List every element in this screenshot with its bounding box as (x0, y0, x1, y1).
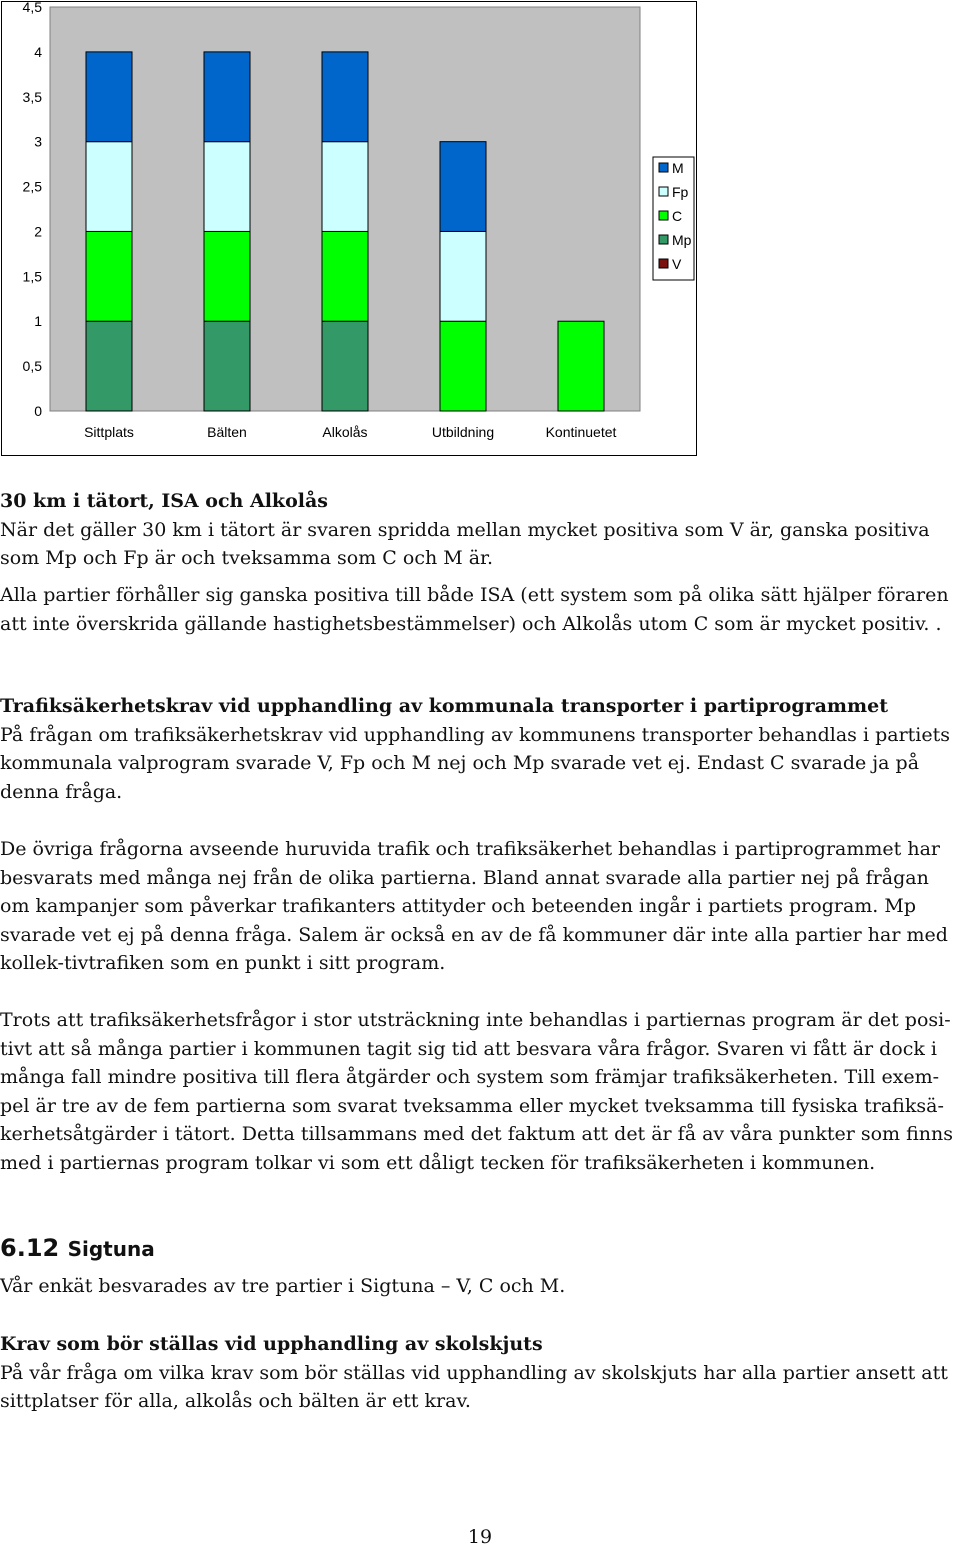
paragraph: Trots att trafiksäkerhetsfrågor i stor utsträckning inte behandlas i partiernas program är det posi-tivt att så många partier i kommunen tagit sig tid att besvara våra frågor. Svaren vi fått är dock i många fall mindre positiva till flera åtgärder och system som främjar trafiksäkerheten. Till exem-pel är tre av de fem partierna som svarat tveksamma eller mycket tveksamma till fysiska trafiksä-kerhetsåtgärder i tätort. Detta tillsammans med det faktum att det är få av våra punkter som finns med i partiernas program tolkar vi som ett dåligt tecken för trafiksäkerheten i kommunen. (0, 1009, 953, 1174)
legend-swatch (659, 235, 668, 244)
paragraph: Alla partier förhåller sig ganska positiva till både ISA (ett system som på olika sätt hjälper föraren att inte överskrida gällande hastighetsbestämmelser) och Alkolås utom C som är mycket positiv. . (0, 584, 949, 635)
legend-swatch (659, 259, 668, 268)
x-tick-label: Bälten (207, 424, 247, 440)
legend-swatch (659, 211, 668, 220)
section-heading: Krav som bör ställas vid upphandling av skolskjuts (0, 1333, 543, 1355)
chapter-number: 6.12 (0, 1234, 60, 1262)
x-tick-label: Alkolås (322, 424, 368, 440)
bar-segment-fp (440, 231, 486, 321)
legend-label: M (672, 160, 684, 176)
legend-label: V (672, 256, 682, 272)
section-30km-cont (0, 581, 958, 638)
y-tick-label: 3,5 (22, 88, 42, 105)
bar-segment-c (204, 231, 250, 321)
section-heading: 30 km i tätort, ISA och Alkolås (0, 490, 328, 512)
stacked-bar-chart (2, 2, 698, 457)
y-tick-label: 0,5 (22, 358, 42, 375)
bar-segment-mp (204, 321, 250, 411)
chapter-title: Sigtuna (67, 1237, 155, 1261)
bar-segment-c (558, 321, 604, 411)
paragraph: Vår enkät besvarades av tre partier i Sigtuna – V, C och M. (0, 1275, 566, 1297)
paragraph: På vår fråga om vilka krav som bör ställas vid upphandling av skolskjuts har alla partier ansett att sittplatser för alla, alkolås och bälten är ett krav. (0, 1361, 948, 1412)
paragraph: På frågan om trafiksäkerhetskrav vid upphandling av kommunens transporter behandlas i partiets kommunala valprogram svarade V, Fp och M nej och Mp svarade vet ej. Endast C svarade ja på denna fråga. (0, 723, 950, 803)
page-number: 19 (467, 1526, 493, 1548)
y-tick-label: 2,5 (22, 178, 42, 195)
legend-label: Fp (672, 184, 689, 200)
bar-segment-m (204, 52, 250, 142)
x-tick-label: Sittplats (84, 424, 134, 440)
y-tick-label: 1 (34, 313, 42, 330)
paragraph: De övriga frågorna avseende huruvida trafik och trafiksäkerhet behandlas i partiprogrammet har besvarats med många nej från de olika partierna. Bland annat svarade alla partier nej på frågan om kampanjer som påverkar trafikanters attityder och beteenden ingår i partiets program. Mp svarade vet ej på denna fråga. Salem är också en av de få kommuner där inte alla partier har med kollek-tivtrafiken som en punkt i sitt program. (0, 838, 948, 974)
paragraph: När det gäller 30 km i tätort är svaren spridda mellan mycket positiva som V är, ganska positiva som Mp och Fp är och tveksamma som C och M är. (0, 518, 930, 569)
x-tick-label: Utbildning (431, 424, 495, 440)
legend-label: C (672, 208, 683, 224)
section-heading: Trafiksäkerhetskrav vid upphandling av kommunala transporter i partiprogrammet (0, 695, 888, 717)
section-skolskjuts (0, 1330, 958, 1416)
x-tick-label: Kontinuetet (545, 424, 617, 440)
bar-segment-c (322, 231, 368, 321)
y-tick-label: 4,5 (22, 2, 42, 15)
bar-segment-fp (86, 142, 132, 232)
bar-segment-m (86, 52, 132, 142)
bar-segment-m (322, 52, 368, 142)
bar-segment-c (86, 231, 132, 321)
section-30km (0, 487, 958, 573)
section-upphandling (0, 692, 958, 806)
section-trots (0, 1006, 958, 1177)
legend-swatch (659, 187, 668, 196)
bar-segment-m (440, 142, 486, 232)
y-tick-label: 0 (34, 403, 42, 419)
section-sigtuna (0, 1272, 958, 1301)
chart-frame (1, 1, 697, 456)
section-ovriga (0, 835, 958, 978)
y-tick-label: 2 (34, 223, 42, 240)
y-tick-label: 3 (34, 133, 42, 150)
bar-segment-mp (86, 321, 132, 411)
bar-segment-fp (204, 142, 250, 232)
bar-segment-c (440, 321, 486, 411)
bar-segment-mp (322, 321, 368, 411)
legend-swatch (659, 163, 668, 172)
y-tick-label: 4 (34, 43, 42, 60)
chapter-heading (0, 1233, 958, 1264)
legend-label: Mp (672, 232, 692, 248)
y-tick-label: 1,5 (22, 268, 42, 285)
bar-segment-fp (322, 142, 368, 232)
